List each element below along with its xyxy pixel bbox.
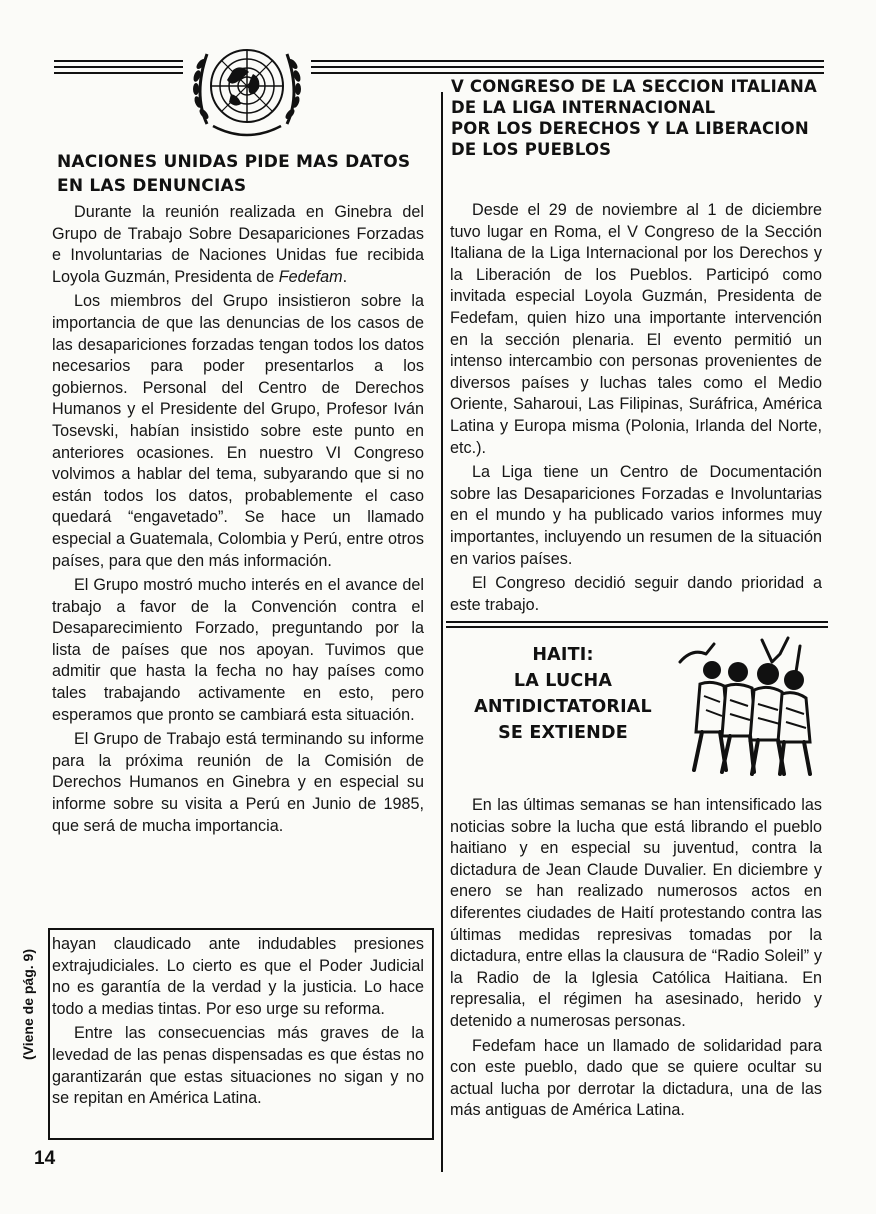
left-paragraph-4: El Grupo de Trabajo está terminando su informe para la próxima reunión de la Comisión de Derechos Humanos en Ginebra y en especial su informe sobre su visita a Perú en Junio de 1985, que será de mucha importancia. [52, 730, 424, 835]
top-rule-1 [54, 60, 824, 62]
fedefam-emphasis: Fedefam [278, 267, 343, 286]
protest-illustration-icon [672, 632, 822, 780]
page-number: 14 [34, 1148, 56, 1169]
continued-paragraph-2: Entre las consecuencias más graves de la levedad de las penas dispensadas es que éstas no garantizarán que estas situaciones no sigan y no se repitan en América Latina. [52, 1024, 424, 1108]
haiti-headline-line-1: HAITI: [532, 645, 594, 665]
top-rule-2 [54, 66, 824, 68]
right-top-paragraph-1: Desde el 29 de noviembre al 1 de diciembre tuvo lugar en Roma, el V Congreso de la Sección Italiana de la Liga Internacional por los Derechos y la Liberación de los Pueblos. Participó como invitada especial Loyola Guzmán, Presidenta de Fedefam, quien hizo una importante intervención en la sección plenaria. El evento permitió un intenso intercambio con personas provenientes de diversos países y luchas tales como el Medio Oriente, Saharoui, Las Filipinas, Suráfrica, América Latina y Europa misma (Polonia, Irlanda del Norte, etc.). [450, 201, 822, 457]
left-paragraph-2: Los miembros del Grupo insistieron sobre la importancia de que las denuncias de los casos de las desapariciones forzadas tengan todos los datos necesarios para poder presentarlos a los gobiernos. Personal del Centro de Derechos Humanos y el Presidente del Grupo, Profesor Iván Tosevski, habían insistido sobre este punto en anteriores ocasiones. En nuestro VI Congreso volvimos a hablar del tema, subyarando que si no están todos los datos, probablemente el caso quedará “engavetado”. Se hace un llamado especial a Guatemala, Colombia y Perú, entre otros países, para que den más información. [52, 292, 424, 570]
right-separator-1 [446, 621, 828, 623]
continued-paragraph-1: hayan claudicado ante indudables presiones extrajudiciales. Lo cierto es que el Poder Judicial no es garantía de la verdad y la justicia. Lo hace todo a medias tintas. Por eso urge su reforma. [52, 935, 424, 1018]
right-top-headline-line-2: DE LA LIGA INTERNACIONAL [451, 98, 716, 117]
continued-box-body [52, 934, 424, 1113]
left-headline-line-1: NACIONES UNIDAS PIDE MAS DATOS [57, 152, 411, 172]
column-divider [441, 92, 443, 1172]
haiti-headline-line-3: ANTIDICTATORIAL [474, 697, 652, 717]
haiti-body [450, 795, 822, 1125]
haiti-paragraph-1: En las últimas semanas se han intensificado las noticias sobre la lucha que está librando el pueblo haitiano y en especial su juventud, contra la dictadura de Jean Claude Duvalier. En diciembre y enero se han realizado numerosos actos en diferentes ciudades de Haití protestando contra las últimas medidas represivas tomadas por la dictadura, entre ellas la clausura de “Radio Soleil” y la Radio de la Iglesia Católica Haitiana. En represalia, el régimen ha asesinado, herido y detenido a numerosas personas. [450, 796, 822, 1030]
right-top-paragraph-3: El Congreso decidió seguir dando prioridad a este trabajo. [450, 574, 822, 614]
right-separator-2 [446, 626, 828, 628]
left-article-body [52, 202, 424, 840]
right-top-headline [451, 76, 831, 160]
right-top-paragraph-2: La Liga tiene un Centro de Documentación sobre las Desapariciones Forzadas e Involuntarias en el mundo y ha publicado varios informes muy importantes, incluyendo un resumen de la situación en varios países. [450, 463, 822, 568]
right-top-headline-line-4: DE LOS PUEBLOS [451, 140, 612, 159]
haiti-headline-line-2: LA LUCHA [513, 671, 613, 691]
left-article-headline [57, 150, 437, 198]
right-top-headline-line-3: POR LOS DERECHOS Y LA LIBERACION [451, 119, 809, 138]
un-emblem-icon [183, 34, 311, 146]
right-top-headline-line-1: V CONGRESO DE LA SECCION ITALIANA [451, 77, 817, 96]
right-top-body [450, 200, 822, 619]
continued-from-label: (Viene de pág. 9) [20, 949, 36, 1060]
haiti-headline [458, 642, 668, 746]
left-headline-line-2: EN LAS DENUNCIAS [57, 176, 247, 196]
left-paragraph-3: El Grupo mostró mucho interés en el avance del trabajo a favor de la Convención contra el Desaparecimiento Forzado, preguntando por la lista de países que nos apoyan. Tuvimos que admitir que hasta la fecha no hay países como tales trabajando activamente en esto, pero esperamos que pronto se cambiará esta situación. [52, 576, 424, 724]
haiti-headline-line-4: SE EXTIENDE [498, 723, 628, 743]
top-rule-3 [54, 72, 824, 74]
haiti-paragraph-2: Fedefam hace un llamado de solidaridad para con este pueblo, dado que se quiere ocultar su actual lucha por derrotar la dictadura, una de las más antiguas de América Latina. [450, 1036, 822, 1120]
left-paragraph-1: Durante la reunión realizada en Ginebra del Grupo de Trabajo Sobre Desapariciones Forzadas e Involuntarias de Naciones Unidas fue recibida Loyola Guzmán, Presidenta de Fedefam. [52, 203, 424, 286]
